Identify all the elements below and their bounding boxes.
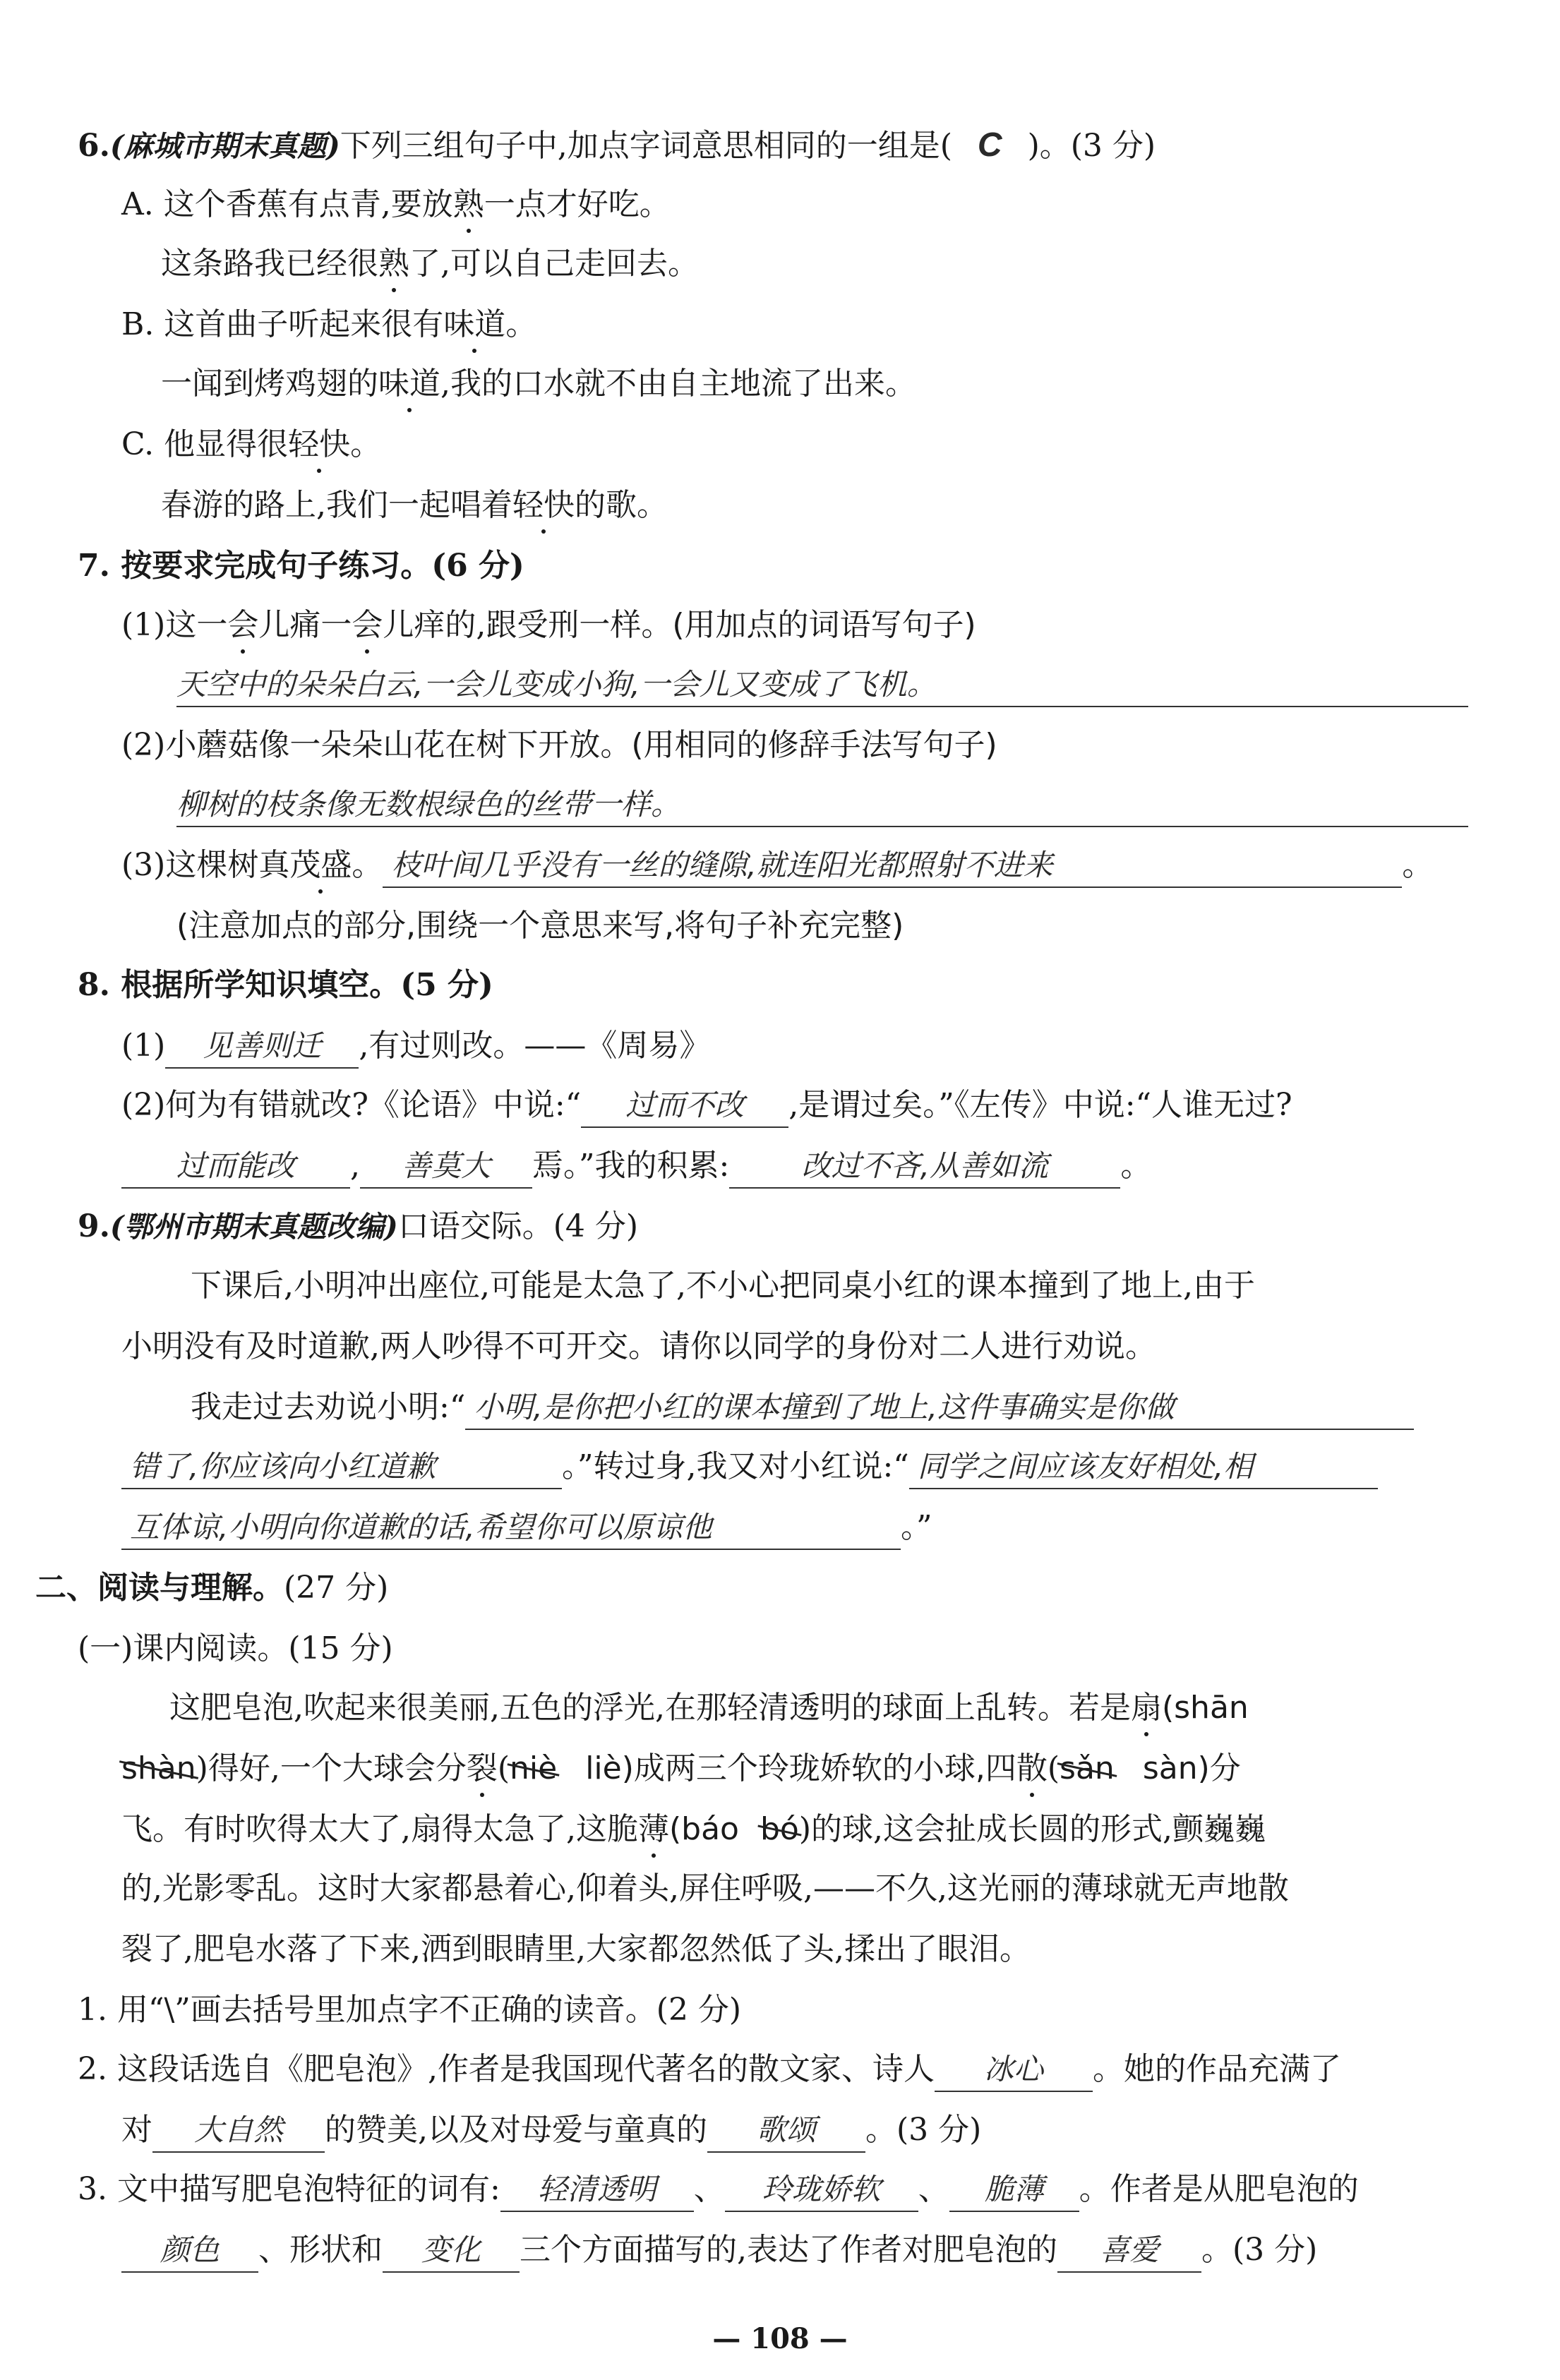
q6-a2-post: 了,可以自己走回去。	[409, 246, 699, 282]
q7-p3-dotted: 茂盛	[289, 844, 352, 887]
reading-line5: 裂了,肥皂水落了下来,洒到眼睛里,大家都忽然低了头,揉出了眼泪。	[121, 1931, 1031, 1967]
q6-a2-pre: 这条路我已经很	[161, 246, 378, 282]
q8-part3	[121, 1145, 1151, 1189]
q6-number: 6.	[78, 128, 110, 164]
q9-paragraph2: 小明没有及时道歉,两人吵得不可开交。请你以同学的身份对二人进行劝说。	[121, 1328, 1156, 1364]
q6-answer: C	[977, 126, 1002, 164]
reading-q2-answer3: 歌颂	[707, 2109, 865, 2153]
q6-b2-post: ,我的口水就不由自主地流了出来。	[440, 366, 916, 402]
q9-line4	[121, 1446, 1378, 1489]
q9-paragraph1: 下课后,小明冲出座位,可能是太急了,不小心把同桌小红的课本撞到了地上,由于	[191, 1268, 1255, 1304]
q7-p3-end: 。	[1402, 847, 1434, 883]
q6-b1-pre: B. 这首曲子听起来很有	[121, 306, 444, 342]
section2-subtitle: (一)课内阅读。(15 分)	[78, 1630, 393, 1666]
reading-line3	[121, 1808, 1266, 1851]
q9-l5-end: 。”	[901, 1509, 932, 1545]
q6-tail: )。(3 分)	[1027, 128, 1156, 164]
reading-q3-sep2: 、	[918, 2171, 949, 2207]
q7-p1-dotted2: 一会儿	[320, 604, 414, 647]
reading-q3-answer6: 喜爱	[1057, 2229, 1201, 2273]
q6-a1-dotted: 熟	[453, 184, 484, 226]
q7-p1-a: (1)这	[121, 607, 197, 643]
reading-q3-line1	[78, 2168, 1359, 2212]
reading-l2-dotted2: 散	[1016, 1748, 1048, 1790]
q7-p3-a: (3)这棵树真	[121, 847, 290, 883]
reading-q2-answer2: 大自然	[152, 2109, 325, 2153]
q8-p2-answer1: 过而不改	[581, 1084, 788, 1128]
q7-p2-answer-line	[176, 826, 1468, 827]
q9-l4-answer: 错了,你应该向小红道歉	[121, 1446, 562, 1489]
reading-q3-answer2: 玲珑娇软	[725, 2168, 918, 2212]
q6-option-c1	[121, 423, 381, 466]
q7-part1	[121, 604, 976, 647]
reading-q3-a: 3. 文中描写肥皂泡特征的词有:	[78, 2171, 500, 2207]
reading-q2-c: 对	[121, 2112, 152, 2148]
q6-option-b2	[161, 363, 916, 405]
q7-part3	[121, 844, 1433, 888]
reading-l2-c: liè)成两三个玲珑娇软的小球,四	[585, 1750, 1016, 1786]
reading-q3-b: 。作者是从肥皂泡的	[1079, 2171, 1359, 2207]
section2-heading: 二、阅读与理解。	[35, 1570, 284, 1606]
q7-p1-b: 痛	[289, 607, 321, 643]
reading-q2-line2	[121, 2109, 981, 2153]
q6-option-b1	[121, 303, 536, 346]
reading-q3-sep1: 、	[693, 2171, 725, 2207]
q8-p1-pre: (1)	[121, 1028, 166, 1064]
q8-p3-answer2: 过而能改	[121, 1145, 350, 1189]
reading-l3-a: 飞。有时吹得太大了,扇得太急了,这脆	[121, 1811, 638, 1847]
reading-l1-a: 这肥皂泡,吹起来很美丽,五色的浮光,在那轻清透明的球面上乱转。若是	[169, 1690, 1131, 1726]
q9-l3-pre: 我走过去劝说小明:“	[191, 1389, 466, 1425]
q8-p3-mid: 焉。”我的积累:	[532, 1148, 730, 1184]
q9-l4-mid: 。”转过身,我又对小红说:“	[562, 1448, 909, 1484]
q6-c2-post: 的歌。	[575, 487, 668, 523]
q6-a1-pre: A. 这个香蕉有点青,要放	[121, 186, 453, 222]
section2-score: (27 分)	[284, 1570, 389, 1606]
reading-q2-answer1: 冰心	[935, 2048, 1093, 2092]
q7-part2	[121, 724, 997, 767]
q7-p2-answer: 柳树的枝条像无数根绿色的丝带一样。	[176, 787, 681, 822]
q7-p3-note: (注意加点的部分,围绕一个意思来写,将句子补充完整)	[176, 908, 904, 944]
q6-b1-dotted: 味道	[443, 303, 505, 346]
reading-l3-struck: bó	[760, 1808, 799, 1851]
reading-q3-answer4: 颜色	[121, 2229, 258, 2273]
q9-l3-answer: 小明,是你把小红的课本撞到了地上,这件事确实是你做	[465, 1386, 1414, 1430]
q7-p1-hint: (用加点的词语写句子)	[672, 607, 976, 643]
reading-l2-d: (	[1047, 1750, 1060, 1786]
reading-q2-e: 。(3 分)	[865, 2112, 982, 2148]
reading-line4: 的,光影零乱。这时大家都悬着心,仰着头,屏住呼吸,——不久,这光丽的薄球就无声地散	[121, 1870, 1289, 1906]
reading-l2-a: )得好,一个大球会分	[196, 1750, 467, 1786]
reading-l2-struck3: sǎn	[1060, 1748, 1115, 1790]
q7-p2-text: (2)小蘑菇像一朵朵山花在树下开放。	[121, 727, 632, 763]
q6-stem-text: 下列三组句子中,加点字词意思相同的一组是(	[340, 128, 952, 164]
q7-p1-c: 痒的,跟受刑一样。	[414, 607, 673, 643]
q7-p1-answer: 天空中的朵朵白云,一会儿变成小狗,一会儿又变成了飞机。	[176, 667, 937, 702]
reading-line2	[121, 1748, 1241, 1790]
reading-l2-struck1: shàn	[121, 1748, 196, 1790]
q8-p1-answer: 见善则迁	[165, 1025, 359, 1069]
q6-c1-dotted: 轻快	[288, 423, 350, 466]
reading-l1-pinyin: (shān	[1161, 1690, 1249, 1726]
q7-p1-dotted1: 一会儿	[196, 604, 289, 647]
q8-p3-answer4: 改过不吝,从善如流	[729, 1145, 1120, 1189]
q9-number: 9.	[78, 1208, 110, 1244]
q9-l4-answer2: 同学之间应该友好相处,相	[909, 1446, 1378, 1489]
q9-source: (鄂州市期末真题改编)	[109, 1210, 398, 1244]
reading-q2-line1	[78, 2048, 1341, 2092]
q8-p3-comma: ,	[350, 1148, 360, 1184]
q6-option-a2	[161, 243, 699, 285]
q6-c2-dotted: 轻快	[512, 484, 575, 527]
q9-title: 口语交际。(4 分)	[397, 1208, 639, 1244]
reading-q3-e: 。(3 分)	[1201, 2232, 1318, 2268]
reading-l2-struck2: niè	[510, 1748, 557, 1790]
q7-title: 7. 按要求完成句子练习。(6 分)	[78, 548, 524, 584]
reading-q3-answer5: 变化	[383, 2229, 520, 2273]
q8-p3-end: 。	[1120, 1148, 1152, 1184]
q6-c2-pre: 春游的路上,我们一起唱着	[161, 487, 512, 523]
reading-l2-dotted1: 裂	[467, 1748, 498, 1790]
reading-q3-line2	[121, 2229, 1317, 2273]
reading-q2-a: 2. 这段话选自《肥皂泡》,作者是我国现代著名的散文家、诗人	[78, 2051, 935, 2087]
q9-line3	[191, 1386, 1414, 1430]
q8-title: 8. 根据所学知识填空。(5 分)	[78, 967, 493, 1003]
q7-p1-answer-line	[176, 706, 1468, 707]
q8-p3-answer3: 善莫大	[360, 1145, 532, 1189]
reading-q2-b: 。她的作品充满了	[1092, 2051, 1341, 2087]
reading-l3-c: )的球,这会扯成长圆的形式,颤巍巍	[798, 1811, 1266, 1847]
q6-b2-dotted: 味道	[378, 363, 440, 405]
q8-p2-pre: (2)何为有错就改?《论语》中说:“	[121, 1087, 582, 1123]
q8-p2-mid: ,是谓过矣。”《左传》中说:“人谁无过?	[788, 1087, 1292, 1123]
q7-p3-answer: 枝叶间几乎没有一丝的缝隙,就连阳光都照射不进来	[383, 844, 1402, 888]
q6-source: (麻城市期末真题)	[109, 129, 340, 163]
reading-q3-answer1: 轻清透明	[500, 2168, 694, 2212]
q6-a2-dotted: 熟	[378, 243, 409, 285]
reading-q3-answer3: 脆薄	[949, 2168, 1079, 2212]
q8-part2	[121, 1084, 1292, 1128]
q6-a1-post: 一点才好吃。	[484, 186, 671, 222]
reading-l3-dotted: 薄	[638, 1808, 669, 1851]
section2-title	[35, 1567, 388, 1609]
reading-q2-d: 的赞美,以及对母爱与童真的	[325, 2112, 707, 2148]
q6-option-c2	[161, 484, 668, 527]
q6-b2-pre: 一闻到烤鸡翅的	[161, 366, 378, 402]
reading-l2-e: sàn)分	[1142, 1750, 1241, 1786]
q6-c1-pre: C. 他显得很	[121, 426, 289, 462]
q8-part1	[121, 1025, 710, 1069]
q9-line5	[121, 1506, 932, 1550]
q6-b1-post: 。	[505, 306, 537, 342]
q9-l5-answer: 互体谅,小明向你道歉的话,希望你可以原谅他	[121, 1506, 901, 1550]
q6-option-a1	[121, 184, 671, 226]
reading-l1-dotted: 扇	[1131, 1687, 1162, 1729]
reading-l2-b: (	[497, 1750, 510, 1786]
q7-p3-b: 。	[352, 847, 383, 883]
reading-q3-d: 三个方面描写的,表达了作者对肥皂泡的	[520, 2232, 1057, 2268]
q8-p1-post: ,有过则改。——《周易》	[359, 1028, 711, 1064]
reading-q1: 1. 用“\”画去括号里加点字不正确的读音。(2 分)	[78, 1992, 742, 2028]
q9-title-line	[78, 1206, 638, 1248]
q6-stem	[78, 124, 1156, 167]
q6-c1-post: 。	[350, 426, 382, 462]
q7-p2-hint: (用相同的修辞手法写句子)	[631, 727, 997, 763]
reading-l3-pinyin: (báo	[668, 1811, 739, 1847]
page-number: — 108 —	[712, 2322, 848, 2355]
reading-q3-c: 、形状和	[258, 2232, 383, 2268]
reading-line1	[169, 1687, 1249, 1729]
